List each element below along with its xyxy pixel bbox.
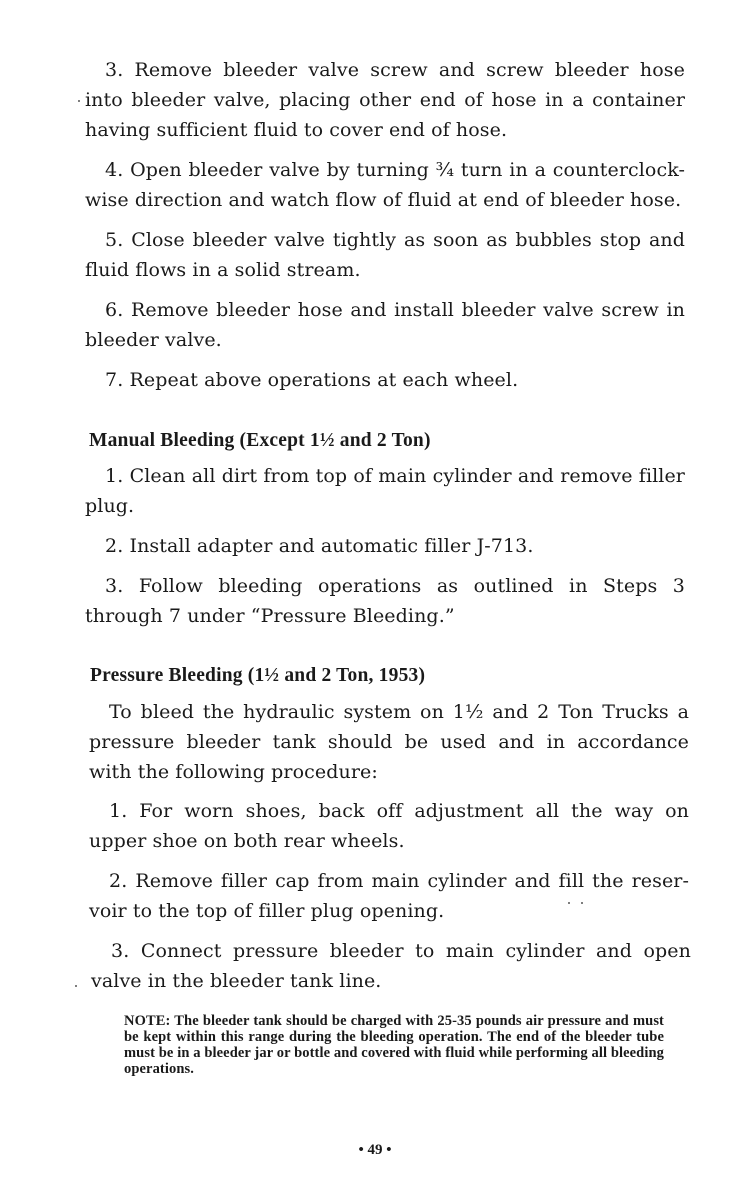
step-text: Close bleeder valve tightly as soon as bubbles stop and fluid flows in a solid stream. [85, 229, 686, 281]
step-text: For worn shoes, back off adjustment all the way on upper shoe on both rear wheels. [89, 800, 690, 852]
step-number: 2. [109, 870, 128, 892]
pressure-step-1 [89, 796, 689, 856]
step-number: 1. [105, 465, 124, 487]
pressure-step-3 [91, 936, 691, 996]
page-number: • 49 • [358, 1142, 392, 1158]
note-block: NOTE: The bleeder tank should be charged with 25-35 pounds air pressure and must be kept within this range during the bleeding operation. The end of the bleeder tube must be in a bleeder jar or bottle and covered with fluid while performing all bleeding operations. [124, 1013, 664, 1077]
step-6-remove-hose [85, 295, 685, 355]
step-number: 7. [105, 369, 124, 391]
step-text: Follow bleeding operations as outlined in Steps 3 through 7 under “Pressure Bleeding.” [85, 575, 685, 627]
step-text: Repeat above operations at each wheel. [129, 369, 519, 391]
scan-speck [78, 100, 80, 102]
step-4-open-valve [85, 155, 685, 215]
step-5-close-valve [85, 225, 685, 285]
step-number: 3. [105, 59, 124, 81]
scan-speck [581, 902, 583, 904]
step-text: Remove filler cap from main cylinder and fill the reser-voir to the top of filler plug opening. [89, 870, 690, 922]
step-number: 5. [105, 229, 124, 251]
manual-step-2 [85, 531, 685, 561]
step-number: 2. [105, 535, 124, 557]
step-number: 3. [105, 575, 124, 597]
step-number: 1. [109, 800, 128, 822]
step-7-repeat [85, 365, 685, 395]
step-text: Open bleeder valve by turning ¾ turn in a counterclock-wise direction and watch flow of fluid at end of bleeder hose. [85, 159, 685, 211]
step-number: 4. [105, 159, 124, 181]
manual-step-1 [85, 461, 685, 521]
scan-speck [568, 902, 570, 904]
pressure-intro: To bleed the hydraulic system on 1½ and 2 Ton Trucks a pressure bleeder tank should be used and in accordance with the following procedure: [89, 701, 689, 783]
section-heading-manual-bleeding: Manual Bleeding (Except 1½ and 2 Ton) [89, 430, 431, 451]
step-3-remove-screw [85, 55, 685, 145]
step-text: Remove bleeder hose and install bleeder valve screw in bleeder valve. [85, 299, 686, 351]
step-text: Clean all dirt from top of main cylinder and remove filler plug. [85, 465, 685, 517]
step-text: Install adapter and automatic filler J-713. [129, 535, 534, 557]
step-text: Remove bleeder valve screw and screw bleeder hose into bleeder valve, placing other end of hose in a container having sufficient fluid to cover end of hose. [85, 59, 685, 141]
step-number: 6. [105, 299, 124, 321]
step-number: 3. [111, 940, 130, 962]
scan-speck [75, 985, 77, 987]
pressure-step-2 [89, 866, 689, 926]
section-heading-pressure-bleeding: Pressure Bleeding (1½ and 2 Ton, 1953) [90, 665, 426, 686]
manual-step-3 [85, 571, 685, 631]
step-text: Connect pressure bleeder to main cylinder and open valve in the bleeder tank line. [91, 940, 691, 992]
